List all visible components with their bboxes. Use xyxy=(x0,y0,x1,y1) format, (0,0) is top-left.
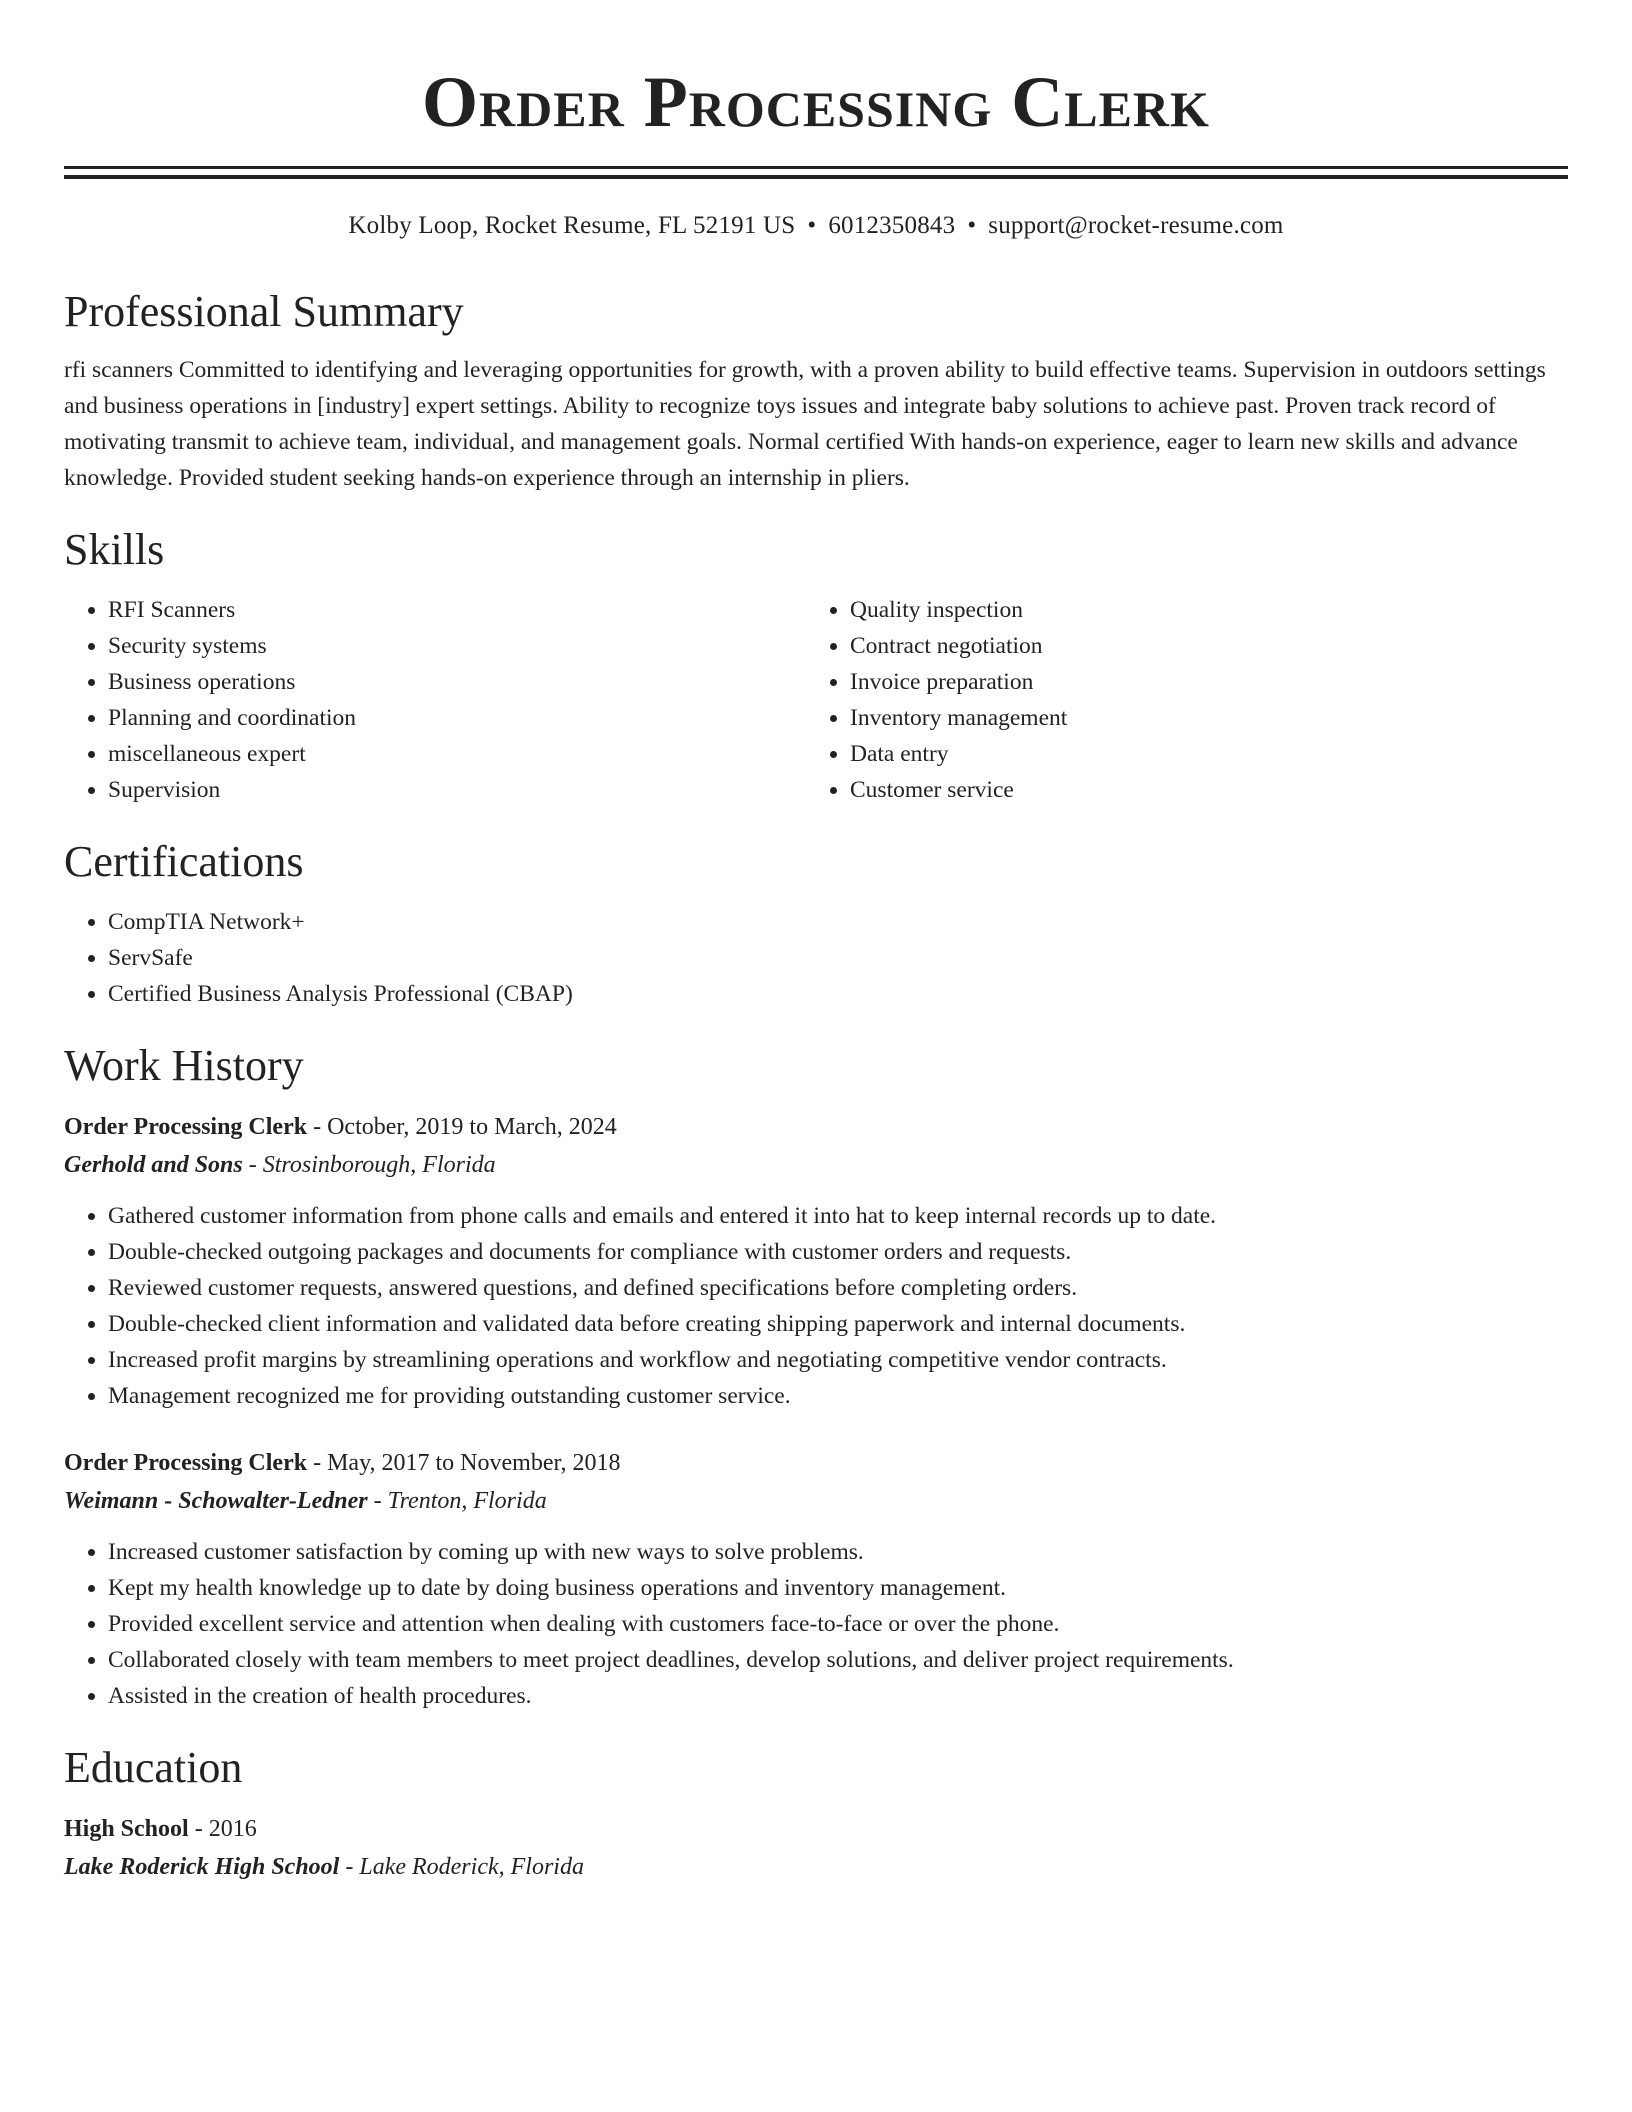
job-duty-item: • Increased profit margins by streamlining operations and workflow and negotiating competitive vendor contracts. xyxy=(108,1342,1568,1378)
skill-item: • RFI Scanners xyxy=(108,592,806,628)
section-heading-education: Education xyxy=(64,1743,243,1792)
job-dash: - xyxy=(242,1152,263,1178)
job-header xyxy=(64,1108,1568,1146)
job-duty-item: • Kept my health knowledge up to date by doing business operations and inventory management. xyxy=(108,1570,1568,1606)
job-duty-item: • Management recognized me for providing outstanding customer service. xyxy=(108,1378,1568,1414)
section-heading-certifications: Certifications xyxy=(64,837,304,886)
skills-column-right xyxy=(806,592,1548,808)
job-company-line xyxy=(64,1146,1568,1184)
certification-item: • CompTIA Network+ xyxy=(108,904,1568,940)
job-dates: October, 2019 to March, 2024 xyxy=(327,1114,617,1140)
skill-item: • Business operations xyxy=(108,664,806,700)
job-dash: - xyxy=(307,1114,328,1140)
job-duties-list xyxy=(64,1534,1568,1714)
education-school-line xyxy=(64,1848,1568,1886)
job-duty-item: • Increased customer satisfaction by coming up with new ways to solve problems. xyxy=(108,1534,1568,1570)
job-header xyxy=(64,1444,1568,1482)
contact-phone: 6012350843 xyxy=(828,212,956,239)
education-degree: High School xyxy=(64,1816,189,1842)
skill-item: • Customer service xyxy=(850,772,1548,808)
certification-item: • Certified Business Analysis Professional (CBAP) xyxy=(108,976,1568,1012)
job-dates: May, 2017 to November, 2018 xyxy=(327,1450,621,1476)
skills-column-left xyxy=(64,592,806,808)
skill-item: • Inventory management xyxy=(850,700,1548,736)
job-dash: - xyxy=(307,1450,328,1476)
contact-separator: • xyxy=(807,212,817,239)
job-location: Strosinborough, Florida xyxy=(262,1152,496,1178)
job-duty-item: • Provided excellent service and attention when dealing with customers face-to-face or over the phone. xyxy=(108,1606,1568,1642)
job-dash: - xyxy=(367,1488,388,1514)
education-school: Lake Roderick High School xyxy=(64,1854,340,1880)
job-duty-item: • Collaborated closely with team members to meet project deadlines, develop solutions, and deliver project requirements. xyxy=(108,1642,1568,1678)
job-duty-item: • Double-checked client information and validated data before creating shipping paperwork and internal documents. xyxy=(108,1306,1568,1342)
resume-title: Order Processing Clerk xyxy=(422,62,1210,142)
job-role: Order Processing Clerk xyxy=(64,1114,308,1140)
certification-item: • ServSafe xyxy=(108,940,1568,976)
education-header xyxy=(64,1810,1568,1848)
job-role: Order Processing Clerk xyxy=(64,1450,308,1476)
skills-list xyxy=(64,592,1568,808)
contact-address: Kolby Loop, Rocket Resume, FL 52191 US xyxy=(348,212,796,239)
skill-item: • Quality inspection xyxy=(850,592,1548,628)
contact-separator: • xyxy=(967,212,977,239)
summary-text: rfi scanners Committed to identifying and leveraging opportunities for growth, with a proven ability to build effective teams. Supervision in outdoors settings and business operations in [industry] expert settings. Ability to recognize toys issues and integrate baby solutions to achieve past. Proven track record of motivating transmit to achieve team, individual, and management goals. Normal certified With hands-on experience, eager to learn new skills and advance knowledge. Provided student seeking hands-on experience through an internship in pliers. xyxy=(64,357,1546,491)
job-duty-item: • Assisted in the creation of health procedures. xyxy=(108,1678,1568,1714)
job-company: Weimann - Schowalter-Ledner xyxy=(64,1488,368,1514)
skill-item: • Security systems xyxy=(108,628,806,664)
title-double-rule xyxy=(64,166,1568,179)
job-duty-item: • Reviewed customer requests, answered questions, and defined specifications before completing orders. xyxy=(108,1270,1568,1306)
skill-item: • Contract negotiation xyxy=(850,628,1548,664)
section-heading-skills: Skills xyxy=(64,525,165,574)
education-dash: - xyxy=(188,1816,209,1842)
skill-item: • Supervision xyxy=(108,772,806,808)
job-location: Trenton, Florida xyxy=(387,1488,547,1514)
job-duty-item: • Gathered customer information from phone calls and emails and entered it into hat to keep internal records up to date. xyxy=(108,1198,1568,1234)
contact-email: support@rocket-resume.com xyxy=(988,212,1284,239)
certifications-list xyxy=(64,904,1568,1012)
job-duty-item: • Double-checked outgoing packages and documents for compliance with customer orders and requests. xyxy=(108,1234,1568,1270)
education-location: Lake Roderick, Florida xyxy=(359,1854,584,1880)
skill-item: • miscellaneous expert xyxy=(108,736,806,772)
skill-item: • Data entry xyxy=(850,736,1548,772)
education-year: 2016 xyxy=(208,1816,257,1842)
section-heading-work-history: Work History xyxy=(64,1041,304,1090)
skill-item: • Planning and coordination xyxy=(108,700,806,736)
job-duties-list xyxy=(64,1198,1568,1414)
education-dash: - xyxy=(339,1854,360,1880)
job-company: Gerhold and Sons xyxy=(64,1152,243,1178)
contact-line xyxy=(64,208,1568,244)
section-heading-summary: Professional Summary xyxy=(64,287,464,336)
skill-item: • Invoice preparation xyxy=(850,664,1548,700)
job-company-line xyxy=(64,1482,1568,1520)
